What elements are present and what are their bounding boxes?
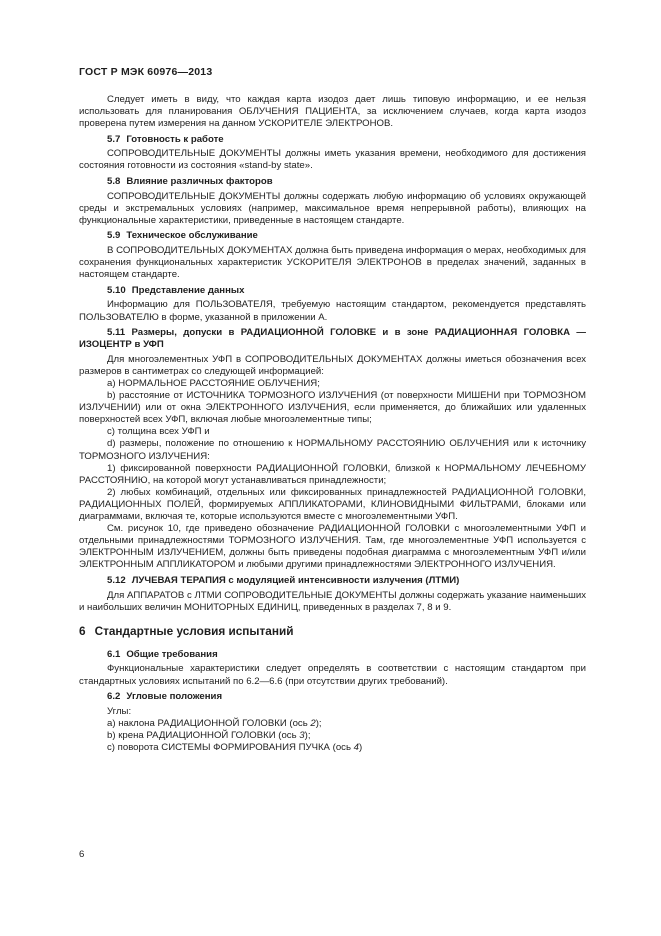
axis-number: 2 bbox=[310, 717, 316, 729]
document-header: ГОСТ Р МЭК 60976—2013 bbox=[79, 66, 213, 78]
paragraph-5-12: Для АППАРАТОВ с ЛТМИ СОПРОВОДИТЕЛЬНЫЕ ДОКУМЕНТЫ должны содержать указание наименьших и наибольших величин МОНИТОРНЫХ ЕДИНИЦ, приведенных в разделах 7, 8 и 9. bbox=[79, 589, 586, 613]
list-item-5-11-d1: 1) фиксированной поверхности РАДИАЦИОННОЙ ГОЛОВКИ, близкой к НОРМАЛЬНОМУ ЛЕЧЕБНОМУ РАССТОЯНИЮ, на которой могут устанавливаться принадлежности; bbox=[79, 462, 586, 486]
section-title: ЛУЧЕВАЯ ТЕРАПИЯ с модуляцией интенсивности излучения (ЛТМИ) bbox=[131, 574, 460, 586]
list-item-6-2-b bbox=[79, 730, 586, 742]
section-number: 5.12 bbox=[107, 574, 126, 586]
axis-number: 3 bbox=[299, 729, 305, 741]
section-6-1-heading bbox=[107, 649, 586, 661]
section-5-12-heading bbox=[107, 575, 586, 587]
paragraph-5-11-b: См. рисунок 10, где приведено обозначение РАДИАЦИОННОЙ ГОЛОВКИ с многоэлементными УФП и отдельными принадлежностями ТОРМОЗНОГО ИЗЛУЧЕНИЯ. Там, где многоэлементные УФП используется с ЭЛЕКТРОННЫМ ИЗЛУЧЕНИЕМ, должны быть приведены подобная диаграмма с многоэлементным УФП и/или ЭЛЕКТРОННЫМ АППЛИКАТОРОМ и любыми другими принадлежностями ЭЛЕКТРОННОГО ИЗЛУЧЕНИЯ. bbox=[79, 523, 586, 571]
list-item-6-2-a bbox=[79, 718, 586, 730]
list-item-5-11-d: d) размеры, положение по отношению к НОРМАЛЬНОМУ РАССТОЯНИЮ ОБЛУЧЕНИЯ или к источнику ТОРМОЗНОГО ИЗЛУЧЕНИЯ: bbox=[79, 438, 586, 462]
section-number: 5.8 bbox=[107, 176, 121, 188]
section-number: 6.2 bbox=[107, 691, 121, 703]
list-text: b) крена РАДИАЦИОННОЙ ГОЛОВКИ (ось bbox=[107, 729, 300, 741]
section-6-2-heading bbox=[107, 691, 586, 703]
section-title: Угловые положения bbox=[126, 691, 223, 703]
chapter-number: 6 bbox=[79, 623, 86, 638]
list-item-5-11-d2: 2) любых комбинаций, отдельных или фиксированных принадлежностей РАДИАЦИОННОЙ ГОЛОВКИ, РАДИАЦИОННЫХ ПОЛЕЙ, формируемых АППЛИКАТОРАМИ, КЛИНОВИДНЫМИ ФИЛЬТРАМИ, блоками или диаграммами, включая те, которые используются вместе с многоэлементными УФП. bbox=[79, 486, 586, 522]
list-end: ); bbox=[304, 729, 311, 741]
paragraph-5-8: СОПРОВОДИТЕЛЬНЫЕ ДОКУМЕНТЫ должны содержать любую информацию об условиях окружающей среды и экстремальных условиях (например, максимальное время непрерывной работы), влияющих на функциональные характеристики, приведенные в настоящем стандарте. bbox=[79, 190, 586, 226]
paragraph-6-2: Углы: bbox=[107, 705, 132, 717]
section-number: 5.9 bbox=[107, 230, 121, 242]
section-number: 5.10 bbox=[107, 284, 126, 296]
list-end: ); bbox=[315, 717, 322, 729]
section-title: Общие требования bbox=[126, 648, 218, 660]
list-item-5-11-c: c) толщина всех УФП и bbox=[107, 426, 210, 438]
list-item-6-2-c bbox=[79, 742, 586, 754]
paragraph-intro: Следует иметь в виду, что каждая карта изодоз дает лишь типовую информацию, и ее нельзя использовать для планирования ОБЛУЧЕНИЯ ПАЦИЕНТА, за исключением случаев, когда карта изодоз проверена путем измерения на данном УСКОРИТЕЛЕ ЭЛЕКТРОНОВ. bbox=[79, 94, 586, 130]
paragraph-6-1: Функциональные характеристики следует определять в соответствии с настоящим стандартом при стандартных условиях испытаний по 6.2—6.6 (при отсутствии других требований). bbox=[79, 663, 586, 687]
page-body bbox=[79, 94, 586, 754]
list-text: c) поворота СИСТЕМЫ ФОРМИРОВАНИЯ ПУЧКА (ось bbox=[107, 742, 354, 753]
paragraph-5-7: СОПРОВОДИТЕЛЬНЫЕ ДОКУМЕНТЫ должны иметь указания времени, необходимого для достижения состояния готовности из состояния «stand-by state». bbox=[79, 148, 586, 172]
paragraph-5-11-a: Для многоэлементных УФП в СОПРОВОДИТЕЛЬНЫХ ДОКУМЕНТАХ должны иметься обозначения всех размеров в сантиметрах со следующей информацией: bbox=[79, 353, 586, 377]
list-item-5-11-a: a) НОРМАЛЬНОЕ РАССТОЯНИЕ ОБЛУЧЕНИЯ; bbox=[107, 377, 320, 389]
page-number: 6 bbox=[79, 849, 85, 860]
section-5-11-heading: 5.11 Размеры, допуски в РАДИАЦИОННОЙ ГОЛОВКЕ и в зоне РАДИАЦИОННАЯ ГОЛОВКА — ИЗОЦЕНТР в УФП bbox=[79, 327, 586, 351]
section-title: Готовность к работе bbox=[126, 133, 224, 145]
section-5-9-heading bbox=[107, 230, 586, 242]
section-5-10-heading bbox=[107, 285, 586, 297]
section-title: Влияние различных факторов bbox=[126, 176, 273, 188]
list-text: a) наклона РАДИАЦИОННОЙ ГОЛОВКИ (ось bbox=[107, 717, 311, 729]
section-title: Представление данных bbox=[131, 284, 245, 296]
section-number: 6.1 bbox=[107, 648, 121, 660]
paragraph-5-9: В СОПРОВОДИТЕЛЬНЫХ ДОКУМЕНТАХ должна быть приведена информация о мерах, необходимых для сохранения функциональных характеристик УСКОРИТЕЛЯ ЭЛЕКТРОНОВ в пределах значений, заданных в настоящем стандарте. bbox=[79, 245, 586, 281]
section-5-8-heading bbox=[107, 176, 586, 188]
section-title: Техническое обслуживание bbox=[126, 230, 258, 242]
chapter-6-heading bbox=[79, 625, 586, 637]
axis-number: 4 bbox=[353, 742, 359, 753]
chapter-title: Стандартные условия испытаний bbox=[94, 623, 294, 638]
paragraph-5-10: Информацию для ПОЛЬЗОВАТЕЛЯ, требуемую настоящим стандартом, рекомендуется представлять ПОЛЬЗОВАТЕЛЮ в форме, указанной в приложении А. bbox=[79, 299, 586, 323]
list-item-5-11-b: b) расстояние от ИСТОЧНИКА ТОРМОЗНОГО ИЗЛУЧЕНИЯ (от поверхности МИШЕНИ при ТОРМОЗНОМ ИЗЛУЧЕНИИ) или от окна ЭЛЕКТРОННОГО ИЗЛУЧЕНИЯ, если применяется, до ближайших или удаленных поверхностей всех УФП, включая любые многоэлементные типы; bbox=[79, 390, 586, 426]
section-5-7-heading bbox=[107, 134, 586, 146]
list-end: ) bbox=[358, 742, 363, 753]
section-number: 5.7 bbox=[107, 133, 121, 145]
